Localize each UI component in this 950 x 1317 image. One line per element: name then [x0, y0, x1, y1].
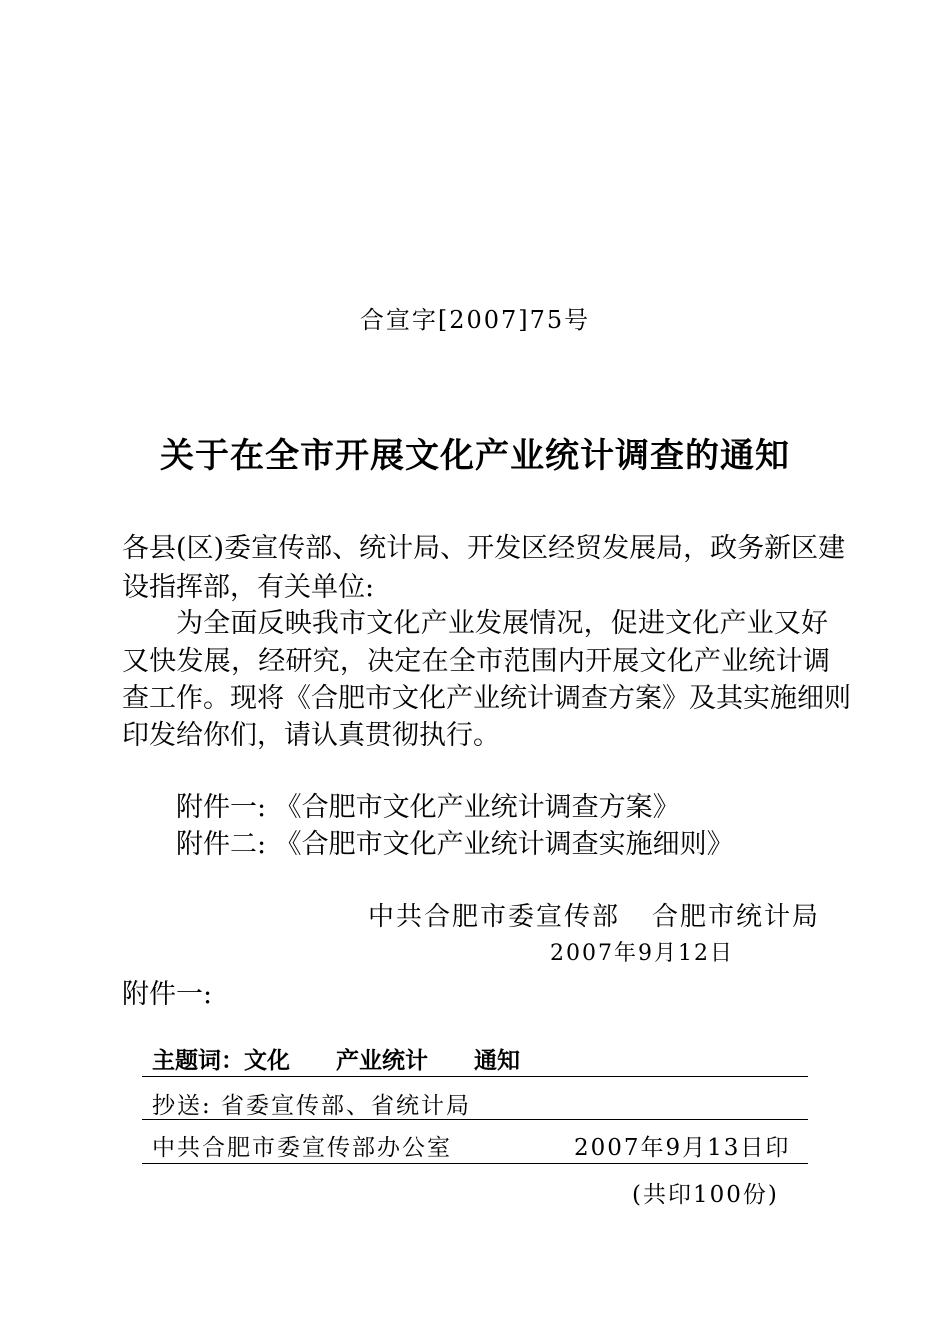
- body-line-2: 又快发展，经研究，决定在全市范围内开展文化产业统计调: [122, 646, 830, 677]
- keywords-label: 主题词：: [152, 1048, 244, 1074]
- signatory-propaganda-dept: 中共合肥市委宣传部: [368, 902, 621, 932]
- copies-count: (共印100份): [632, 1182, 779, 1208]
- cc-line: 抄送: 省委宣传部、省统计局: [152, 1093, 472, 1119]
- keyword-industry-statistics: 产业统计: [336, 1048, 428, 1074]
- keywords-line: [152, 1042, 566, 1075]
- attachment-1: 附件一: 《合肥市文化产业统计调查方案》: [176, 792, 680, 823]
- keyword-notice: 通知: [474, 1048, 520, 1074]
- print-date: 2007年9月13日印: [574, 1135, 791, 1161]
- issuer-office: 中共合肥市委宣传部办公室: [152, 1135, 452, 1161]
- document-title: 关于在全市开展文化产业统计调查的通知: [160, 436, 790, 476]
- issue-date: 2007年9月12日: [550, 941, 734, 966]
- divider-2: [142, 1119, 808, 1120]
- divider-1: [142, 1076, 808, 1077]
- attachment-2: 附件二: 《合肥市文化产业统计调查实施细则》: [176, 829, 734, 860]
- signatory-statistics-bureau: 合肥市统计局: [652, 902, 821, 932]
- document-number: 合宣字[2007]75号: [359, 306, 591, 334]
- keyword-culture: 文化: [244, 1048, 290, 1074]
- body-line-4: 印发给你们，请认真贯彻执行。: [122, 720, 500, 751]
- body-line-1: 为全面反映我市文化产业发展情况，促进文化产业又好: [176, 608, 828, 639]
- attachment-heading: 附件一:: [122, 979, 213, 1010]
- divider-3: [142, 1163, 808, 1164]
- body-line-3: 查工作。现将《合肥市文化产业统计调查方案》及其实施细则: [122, 683, 851, 714]
- addressee-line-1: 各县(区)委宣传部、统计局、开发区经贸发展局，政务新区建: [122, 533, 846, 564]
- addressee-line-2: 设指挥部，有关单位:: [122, 572, 375, 603]
